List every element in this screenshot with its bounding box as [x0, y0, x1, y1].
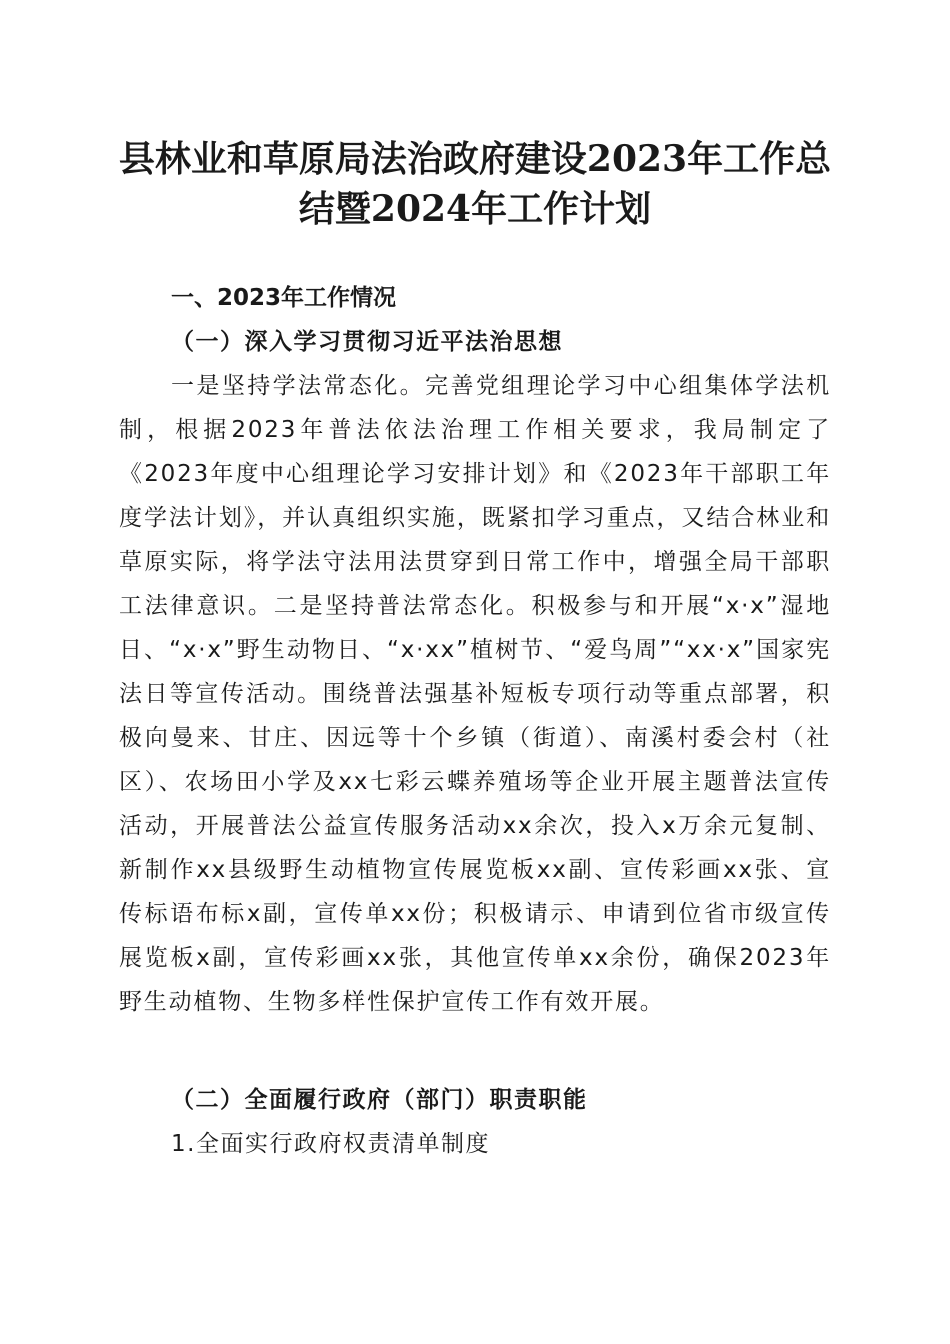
document-title-line-1: 县林业和草原局法治政府建设2023年工作总 — [118, 138, 832, 180]
document-title-line-2: 结暨2024年工作计划 — [298, 188, 652, 230]
body-paragraph-1 — [119, 364, 831, 1024]
section-heading-1: 一、2023年工作情况 — [171, 285, 397, 311]
subsection-heading-2: （二）全面履行政府（部门）职责职能 — [171, 1086, 588, 1113]
subsection-heading-1: （一）深入学习贯彻习近平法治思想 — [171, 328, 563, 355]
list-item-1: 1.全面实行政府权责清单制度 — [171, 1131, 490, 1157]
paragraph-lead: 一是坚持学法常态化。 — [171, 373, 426, 399]
paragraph-body: 完善党组理论学习中心组集体学法机制，根据2023年普法依法治理工作相关要求，我局制定了《2023年度中心组理论学习安排计划》和《2023年干部职工年度学法计划》，并认真组织实施，既紧扣学习重点，又结合林业和草原实际，将学法守法用法贯穿到日常工作中，增强全局干部职工法律意识。二是坚持普法常态化。积极参与和开展“x·x”湿地日、“x·x”野生动物日、“x·xx”植树节、“爱鸟周”“xx·x”国家宪法日等宣传活动。围绕普法强基补短板专项行动等重点部署，积极向曼来、甘庄、因远等十个乡镇（街道）、南溪村委会村（社区）、农场田小学及xx七彩云蝶养殖场等企业开展主题普法宣传活动，开展普法公益宣传服务活动xx余次，投入x万余元复制、新制作xx县级野生动植物宣传展览板xx副、宣传彩画xx张、宣传标语布标x副，宣传单xx份；积极请示、申请到位省市级宣传展览板x副，宣传彩画xx张，其他宣传单xx余份，确保2023年野生动植物、生物多样性保护宣传工作有效开展。 — [119, 373, 831, 1015]
